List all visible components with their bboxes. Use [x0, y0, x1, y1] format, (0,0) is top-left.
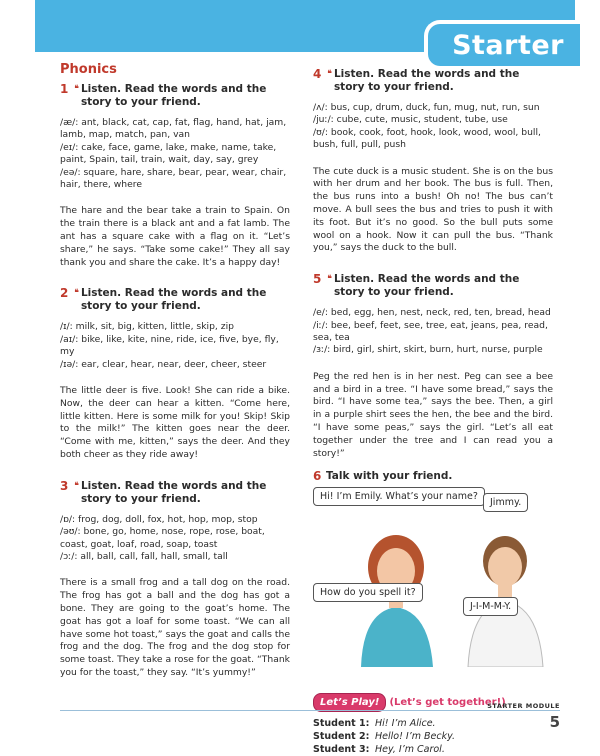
lets-play-badge: Let’s Play! [313, 693, 386, 712]
student-line: Hi! I’m Alice. [375, 718, 436, 730]
footer-divider [60, 710, 560, 711]
student-label: Student 2: [313, 731, 370, 743]
exercise-4-heading [313, 68, 553, 94]
word-line: /aɪ/: bike, like, kite, nine, ride, ice, five, bye, fly, my [60, 333, 279, 358]
speech-bubble-spell: How do you spell it? [313, 583, 423, 602]
speech-bubble-emily: Hi! I’m Emily. What’s your name? [313, 487, 485, 506]
exercise-1-wordlist [60, 117, 290, 191]
word-line: /iː/: bee, beef, feet, see, tree, eat, jeans, pea, read, sea, tea [313, 319, 548, 344]
section-title: Phonics [60, 62, 117, 77]
student-label: Student 1: [313, 718, 370, 730]
listen-icon: ❛❛ [327, 69, 330, 80]
module-label: STARTER MODULE [487, 702, 560, 710]
word-line: /ɪ/: milk, sit, big, kitten, little, skip, zip [60, 321, 234, 333]
word-line: /eə/: square, hare, share, bear, pear, wear, chair, hair, there, where [60, 166, 287, 191]
exercise-instruction: Listen. Read the words and the story to your friend. [333, 273, 520, 299]
dialogue-illustration [313, 487, 553, 687]
word-line: /ʌ/: bus, cup, drum, duck, fun, mug, nut, run, sun [313, 102, 540, 113]
exercise-instruction: Listen. Read the words and the story to your friend. [80, 479, 267, 505]
word-line: /ɔː/: all, ball, call, fall, hall, small, tall [60, 551, 228, 563]
page-number: 5 [549, 713, 560, 731]
exercise-5-wordlist [313, 307, 553, 357]
listen-icon: ❛❛ [74, 288, 77, 300]
speech-bubble-spelling: J-I-M-M-Y. [463, 597, 518, 616]
listen-icon: ❛❛ [74, 480, 77, 492]
exercise-instruction: Listen. Read the words and the story to your friend. [333, 68, 520, 93]
exercise-2-heading [60, 287, 290, 313]
exercise-3-story: There is a small frog and a tall dog on the road. The frog has got a ball and the dog has got a bone. They are going to the goat’s home. The goat has got a loaf for some toast. “We can all have some hot toast,” says the goat and calls the frog and the dog. The frog and the dog stop for some toast. They take a rose for the goat. “Thank you for the toast,” they say. “It’s yummy!” [60, 577, 290, 679]
word-line: /ʊ/: book, cook, foot, hook, look, wood, wool, bull, bush, full, pull, push [313, 126, 541, 151]
exercise-instruction: Listen. Read the words and the story to your friend. [80, 83, 267, 108]
exercise-instruction: Listen. Read the words and the story to your friend. [80, 287, 267, 313]
exercise-1-heading [60, 83, 290, 109]
word-line: /ɒ/: frog, dog, doll, fox, hot, hop, mop, stop [60, 513, 258, 525]
student-row [313, 717, 553, 730]
lets-play-subtitle: (Let’s get together!) [389, 697, 506, 709]
exercise-3-wordlist [60, 514, 290, 564]
exercise-2-wordlist [60, 321, 290, 371]
word-line: /eɪ/: cake, face, game, lake, make, name, take, paint, Spain, tail, train, wait, day, say, grey [60, 141, 277, 166]
word-line: /ɪə/: ear, clear, hear, near, deer, cheer, steer [60, 358, 267, 370]
exercise-5-story: Peg the red hen is in her nest. Peg can see a bee and a bird in a tree. “I have some bread,” says the bird. “I have some tea,” says the bee. Then, a girl in a purple shirt sees the hen, the bee and the bird. “I have some peas,” says the girl. “Let’s all eat together under the tree and I can read you a story!” [313, 370, 553, 459]
student-row [313, 730, 553, 743]
listen-icon: ❛❛ [74, 84, 77, 95]
word-line: /e/: bed, egg, hen, nest, neck, red, ten, bread, head [313, 307, 551, 319]
word-line: /æ/: ant, black, cat, cap, fat, flag, hand, hat, jam, lamb, map, match, pan, van [60, 117, 287, 141]
exercise-instruction: Talk with your friend. [326, 470, 453, 483]
exercise-number: 4 [313, 67, 322, 81]
exercise-3-heading [60, 480, 290, 506]
left-column [60, 62, 290, 698]
exercise-number: 1 [60, 82, 69, 96]
exercise-2-story: The little deer is five. Look! She can ride a bike. Now, the deer can hear a kitten. “Come here, little kitten. Here is some milk for you! Skip! Skip to the milk!” The kitten goes near the deer. “Come with me, kitten,” says the deer. And they both cheer as they ride away! [60, 385, 290, 461]
exercise-6-heading [313, 470, 553, 483]
word-line: /juː/: cube, cute, music, student, tube, use [313, 114, 508, 126]
word-line: /əʊ/: bone, go, home, nose, rope, rose, boat, coast, goat, loaf, road, soap, toast [60, 526, 265, 550]
student-line: Hey, I’m Carol. [375, 744, 445, 756]
listen-icon: ❛❛ [327, 274, 330, 286]
speech-bubble-jimmy: Jimmy. [483, 493, 528, 512]
exercise-4-wordlist [313, 102, 553, 152]
exercise-number: 3 [60, 478, 69, 493]
right-column [313, 62, 553, 756]
page-title: Starter [452, 29, 564, 61]
exercise-number: 6 [313, 469, 322, 484]
exercise-1-story: The hare and the bear take a train to Spain. On the train there is a black ant and a fat lamb. The ant has a square cake with a flag on it. “Let’s share,” he says. “Take some cake!” They all say thank you and share the cake. It’s a happy day! [60, 205, 290, 268]
student-label: Student 3: [313, 744, 370, 756]
exercise-number: 2 [60, 286, 69, 301]
exercise-4-story: The cute duck is a music student. She is on the bus with her drum and her book. The bus is full. Then, the bus runs into a bush! Oh no! The bus can’t move. A bull sees the bus and tries to push it with its foot. But it’s no good. So the bull puts some wool on a hook. Now it can pull the bus. “Thank you,” says the duck to the bull. [313, 165, 553, 254]
student-dialogue [313, 717, 553, 756]
student-line: Hello! I’m Becky. [375, 731, 455, 743]
word-line: /ɜː/: bird, girl, shirt, skirt, burn, hurt, nurse, purple [313, 344, 543, 356]
exercise-number: 5 [313, 272, 322, 287]
exercise-5-heading [313, 273, 553, 299]
